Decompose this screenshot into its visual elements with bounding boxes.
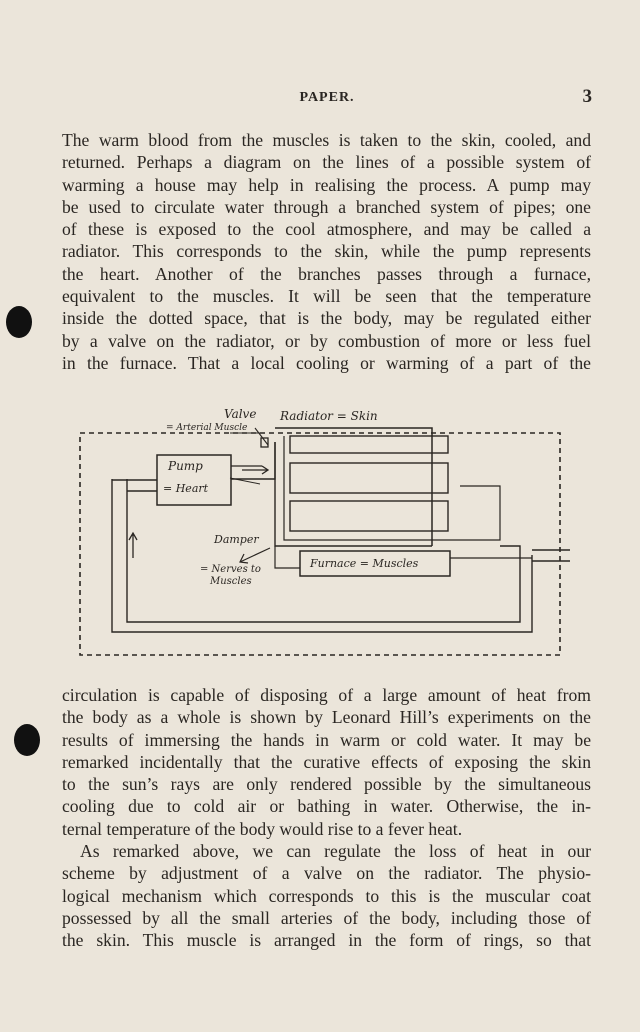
text-line: logical mechanism which corresponds to this is the muscular coat [62,885,591,906]
heart-label: = Heart [163,482,209,495]
text-line: of these is exposed to the cool atmosphere, and may be called a [62,219,591,240]
valve-label: Valve [224,407,257,421]
radiator-box [275,428,432,546]
valve [261,438,268,447]
text-line: inside the dotted space, that is the body, may be regulated either [62,308,591,329]
text-line: by a valve on the radiator, or by combustion of more or less fuel [62,330,591,351]
paragraph [62,840,591,951]
text-line: radiator. This corresponds to the skin, while the pump represents [62,241,591,262]
text-line: possessed by all the small arteries of the body, including those of [62,907,591,928]
radiator-fin [290,463,448,493]
text-line: the body as a whole is shown by Leonard Hill’s experiments on the [62,707,591,728]
radiator-label: Radiator = Skin [280,409,378,423]
running-title: PAPER. [299,90,355,105]
radiator-fin [290,436,448,453]
text-line: results of immersing the hands in warm or cold water. It may be [62,729,591,750]
binding-hole [6,306,32,338]
flow-arrow [242,466,268,474]
heating-system-diagram [70,400,570,665]
text-line: ternal temperature of the body would rise to a fever heat. [62,818,463,839]
damper-label: Damper [214,533,259,546]
paragraph [62,684,591,840]
text-line: in the furnace. That a local cooling or warming of a part of the [62,352,591,373]
text-line: to the sun’s rays are only rendered possible by the simultaneous [62,774,591,795]
text-line: be used to circulate water through a branched system of pipes; one [62,196,591,217]
text-line: scheme by adjustment of a valve on the radiator. The physio- [62,863,591,884]
nerves-label: = Nerves to [200,564,261,575]
pump-label: Pump [168,459,203,473]
page-number: 3 [582,86,592,107]
text-line: The warm blood from the muscles is taken to the skin, cooled, and [62,130,591,150]
flow-arrow [129,533,137,558]
text-line: remarked incidentally that the curative effects of exposing the skin [62,751,591,772]
text-line: cooling due to cold air or bathing in water. Otherwise, the in- [62,796,591,817]
outlet-pipe [532,550,570,561]
text-line: As remarked above, we can regulate the loss of heat in our [80,841,591,861]
text-line: the heart. Another of the branches passes through a furnace, [62,263,591,284]
radiator-fin [290,501,448,531]
muscles-note-label: Muscles [210,576,252,587]
text-line: equivalent to the muscles. It will be seen that the temperature [62,286,591,307]
paragraph [62,129,591,374]
text-line: warming a house may help in realising the process. A pump may [62,174,591,195]
page-header [62,88,592,110]
text-line: returned. Perhaps a diagram on the lines of a possible system of [62,152,591,173]
binding-hole [14,724,40,756]
text-line: circulation is capable of disposing of a large amount of heat from [62,685,591,705]
damper-arrow [240,548,270,563]
arterial-muscle-label: = Arterial Muscle [166,423,248,433]
text-line: the skin. This muscle is arranged in the form of rings, so that [62,930,591,951]
furnace-label: Furnace = Muscles [310,557,419,570]
